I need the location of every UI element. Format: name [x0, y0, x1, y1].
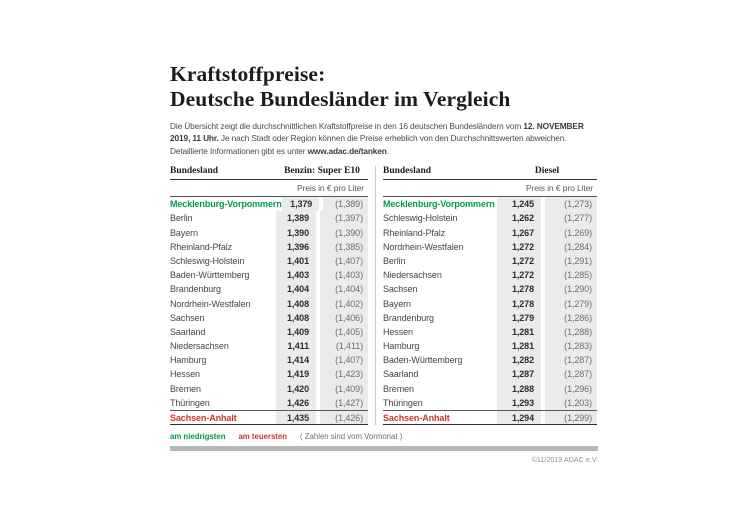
state-name: Sachsen	[170, 312, 205, 323]
state-name: Berlin	[170, 213, 193, 224]
state-name: Sachsen-Anhalt	[170, 413, 237, 424]
table-row	[383, 282, 597, 296]
table-row	[383, 268, 597, 282]
previous-price: (1,288)	[545, 325, 597, 339]
previous-price: (1,405)	[320, 325, 368, 339]
previous-price: (1,279)	[545, 297, 597, 311]
table-row	[383, 254, 597, 268]
previous-price: (1,404)	[320, 282, 368, 296]
previous-price: (1,283)	[545, 339, 597, 353]
intro-segment: Je nach Stadt oder Region können die Preise erheblich von den Durchschnittswerten abweichen. Detaillierte Informationen gibt es unter	[170, 133, 567, 156]
price-tables	[170, 166, 598, 425]
previous-price: (1,403)	[320, 268, 368, 282]
intro-url: www.adac.de/tanken	[307, 145, 387, 156]
current-price: 1,294	[497, 411, 541, 424]
state-name: Saarland	[383, 369, 419, 380]
current-price: 1,401	[276, 254, 316, 268]
state-name: Schleswig-Holstein	[170, 255, 245, 266]
current-price: 1,409	[276, 325, 316, 339]
current-price: 1,278	[497, 297, 541, 311]
previous-price: (1,269)	[545, 226, 597, 240]
state-name: Bremen	[170, 383, 201, 394]
previous-price: (1,291)	[545, 254, 597, 268]
legend-highest-label: am teuersten	[238, 432, 288, 442]
column-header-fuel: Diesel	[534, 166, 560, 177]
state-name: Brandenburg	[383, 312, 434, 323]
table-row	[170, 282, 368, 296]
current-price: 1,408	[276, 311, 316, 325]
current-price: 1,389	[276, 211, 316, 225]
table-rows	[170, 197, 368, 425]
table-row	[170, 325, 368, 339]
state-name: Sachsen-Anhalt	[383, 413, 450, 424]
footer-bar	[170, 446, 598, 451]
previous-price: (1,284)	[545, 240, 597, 254]
previous-price: (1,402)	[320, 297, 368, 311]
previous-price: (1,296)	[545, 382, 597, 396]
state-name: Mecklenburg-Vorpommern	[170, 199, 282, 210]
previous-price: (1,426)	[320, 411, 368, 424]
table-row	[170, 311, 368, 325]
table-header	[383, 166, 597, 180]
current-price: 1,287	[497, 367, 541, 381]
state-name: Schleswig-Holstein	[383, 213, 458, 224]
current-price: 1,435	[276, 411, 316, 424]
previous-price: (1,409)	[320, 382, 368, 396]
previous-price: (1,285)	[545, 268, 597, 282]
previous-price: (1,389)	[323, 197, 368, 211]
table-row	[383, 240, 597, 254]
table-row	[383, 382, 597, 396]
previous-price: (1,423)	[320, 367, 368, 381]
table-row	[170, 254, 368, 268]
state-name: Thüringen	[170, 397, 210, 408]
current-price: 1,426	[276, 396, 316, 410]
table-rows	[383, 197, 597, 425]
previous-price: (1,299)	[545, 411, 597, 424]
current-price: 1,420	[276, 382, 316, 396]
table-benzin-super-e10	[170, 166, 368, 425]
table-row	[383, 410, 597, 424]
intro-segment: .	[386, 145, 389, 156]
current-price: 1,288	[497, 382, 541, 396]
table-row	[383, 339, 597, 353]
current-price: 1,245	[497, 197, 541, 211]
previous-price: (1,397)	[320, 211, 368, 225]
current-price: 1,293	[497, 396, 541, 410]
table-row	[170, 268, 368, 282]
column-header-fuel: Benzin: Super E10	[284, 166, 360, 177]
state-name: Hessen	[383, 326, 413, 337]
current-price: 1,272	[497, 240, 541, 254]
state-name: Bremen	[383, 383, 414, 394]
table-row	[170, 339, 368, 353]
previous-price: (1,277)	[545, 211, 597, 225]
state-name: Nordrhein-Westfalen	[383, 241, 464, 252]
state-name: Bayern	[383, 298, 411, 309]
state-name: Sachsen	[383, 284, 418, 295]
table-row	[383, 367, 597, 381]
previous-price: (1,203)	[545, 396, 597, 410]
table-row	[383, 211, 597, 225]
table-row	[170, 410, 368, 424]
current-price: 1,414	[276, 353, 316, 367]
previous-price: (1,407)	[320, 353, 368, 367]
state-name: Rheinland-Pfalz	[170, 241, 233, 252]
intro-segment: Die Übersicht zeigt die durchschnittlichen Kraftstoffpreise in den 16 deutschen Bundesländern vom	[170, 121, 524, 131]
previous-price: (1,385)	[320, 240, 368, 254]
current-price: 1,396	[276, 240, 316, 254]
state-name: Mecklenburg-Vorpommern	[383, 199, 495, 210]
previous-price: (1,287)	[545, 367, 597, 381]
current-price: 1,379	[282, 197, 320, 211]
legend	[170, 432, 598, 441]
current-price: 1,272	[497, 268, 541, 282]
table-row	[383, 325, 597, 339]
table-row	[170, 197, 368, 211]
table-row	[383, 396, 597, 410]
current-price: 1,267	[497, 226, 541, 240]
current-price: 1,281	[497, 339, 541, 353]
table-row	[170, 297, 368, 311]
current-price: 1,279	[497, 311, 541, 325]
table-row	[383, 353, 597, 367]
table-diesel	[383, 166, 597, 425]
current-price: 1,403	[276, 268, 316, 282]
previous-price: (1,286)	[545, 311, 597, 325]
state-name: Hessen	[170, 369, 200, 380]
state-name: Baden-Württemberg	[170, 270, 250, 281]
previous-price: (1,390)	[320, 226, 368, 240]
state-name: Brandenburg	[170, 284, 221, 295]
infographic-canvas	[170, 62, 598, 464]
table-row	[170, 367, 368, 381]
state-name: Hamburg	[383, 341, 420, 352]
copyright-text: ©11/2019 ADAC e.V.	[531, 455, 598, 465]
current-price: 1,390	[276, 226, 316, 240]
current-price: 1,419	[276, 367, 316, 381]
page-title	[170, 62, 598, 112]
previous-price: (1,407)	[320, 254, 368, 268]
state-name: Baden-Württemberg	[383, 355, 463, 366]
state-name: Hamburg	[170, 355, 207, 366]
table-divider	[375, 166, 376, 425]
table-header	[170, 166, 368, 180]
table-row	[383, 197, 597, 211]
intro-date: 12. NOVEMBER 2019, 11 Uhr.	[170, 121, 584, 144]
state-name: Berlin	[383, 255, 406, 266]
current-price: 1,411	[276, 339, 316, 353]
title-line-1: Kraftstoffpreise:	[170, 62, 326, 86]
current-price: 1,404	[276, 282, 316, 296]
state-name: Rheinland-Pfalz	[383, 227, 446, 238]
table-row	[170, 353, 368, 367]
table-row	[383, 311, 597, 325]
table-row	[383, 226, 597, 240]
title-line-2: Deutsche Bundesländer im Vergleich	[170, 87, 511, 111]
current-price: 1,408	[276, 297, 316, 311]
column-header-bundesland: Bundesland	[170, 166, 219, 177]
table-row	[383, 297, 597, 311]
table-row	[170, 396, 368, 410]
previous-price: (1,406)	[320, 311, 368, 325]
current-price: 1,272	[497, 254, 541, 268]
intro-text	[170, 120, 598, 157]
current-price: 1,282	[497, 353, 541, 367]
previous-price: (1,427)	[320, 396, 368, 410]
table-row	[170, 211, 368, 225]
previous-price: (1,273)	[545, 197, 597, 211]
unit-label: Preis in € pro Liter	[170, 180, 368, 197]
current-price: 1,278	[497, 282, 541, 296]
unit-label: Preis in € pro Liter	[383, 180, 597, 197]
state-name: Thüringen	[383, 397, 423, 408]
state-name: Niedersachsen	[170, 341, 229, 352]
legend-note: ( Zahlen sind vom Vormonat )	[300, 432, 403, 442]
table-row	[170, 382, 368, 396]
legend-lowest-label: am niedrigsten	[170, 432, 226, 442]
previous-price: (1,411)	[320, 339, 368, 353]
table-row	[170, 240, 368, 254]
current-price: 1,262	[497, 211, 541, 225]
state-name: Saarland	[170, 326, 206, 337]
state-name: Nordrhein-Westfalen	[170, 298, 251, 309]
previous-price: (1,290)	[545, 282, 597, 296]
table-row	[170, 226, 368, 240]
state-name: Bayern	[170, 227, 198, 238]
current-price: 1,281	[497, 325, 541, 339]
state-name: Niedersachsen	[383, 270, 442, 281]
column-header-bundesland: Bundesland	[383, 166, 432, 177]
previous-price: (1,287)	[545, 353, 597, 367]
